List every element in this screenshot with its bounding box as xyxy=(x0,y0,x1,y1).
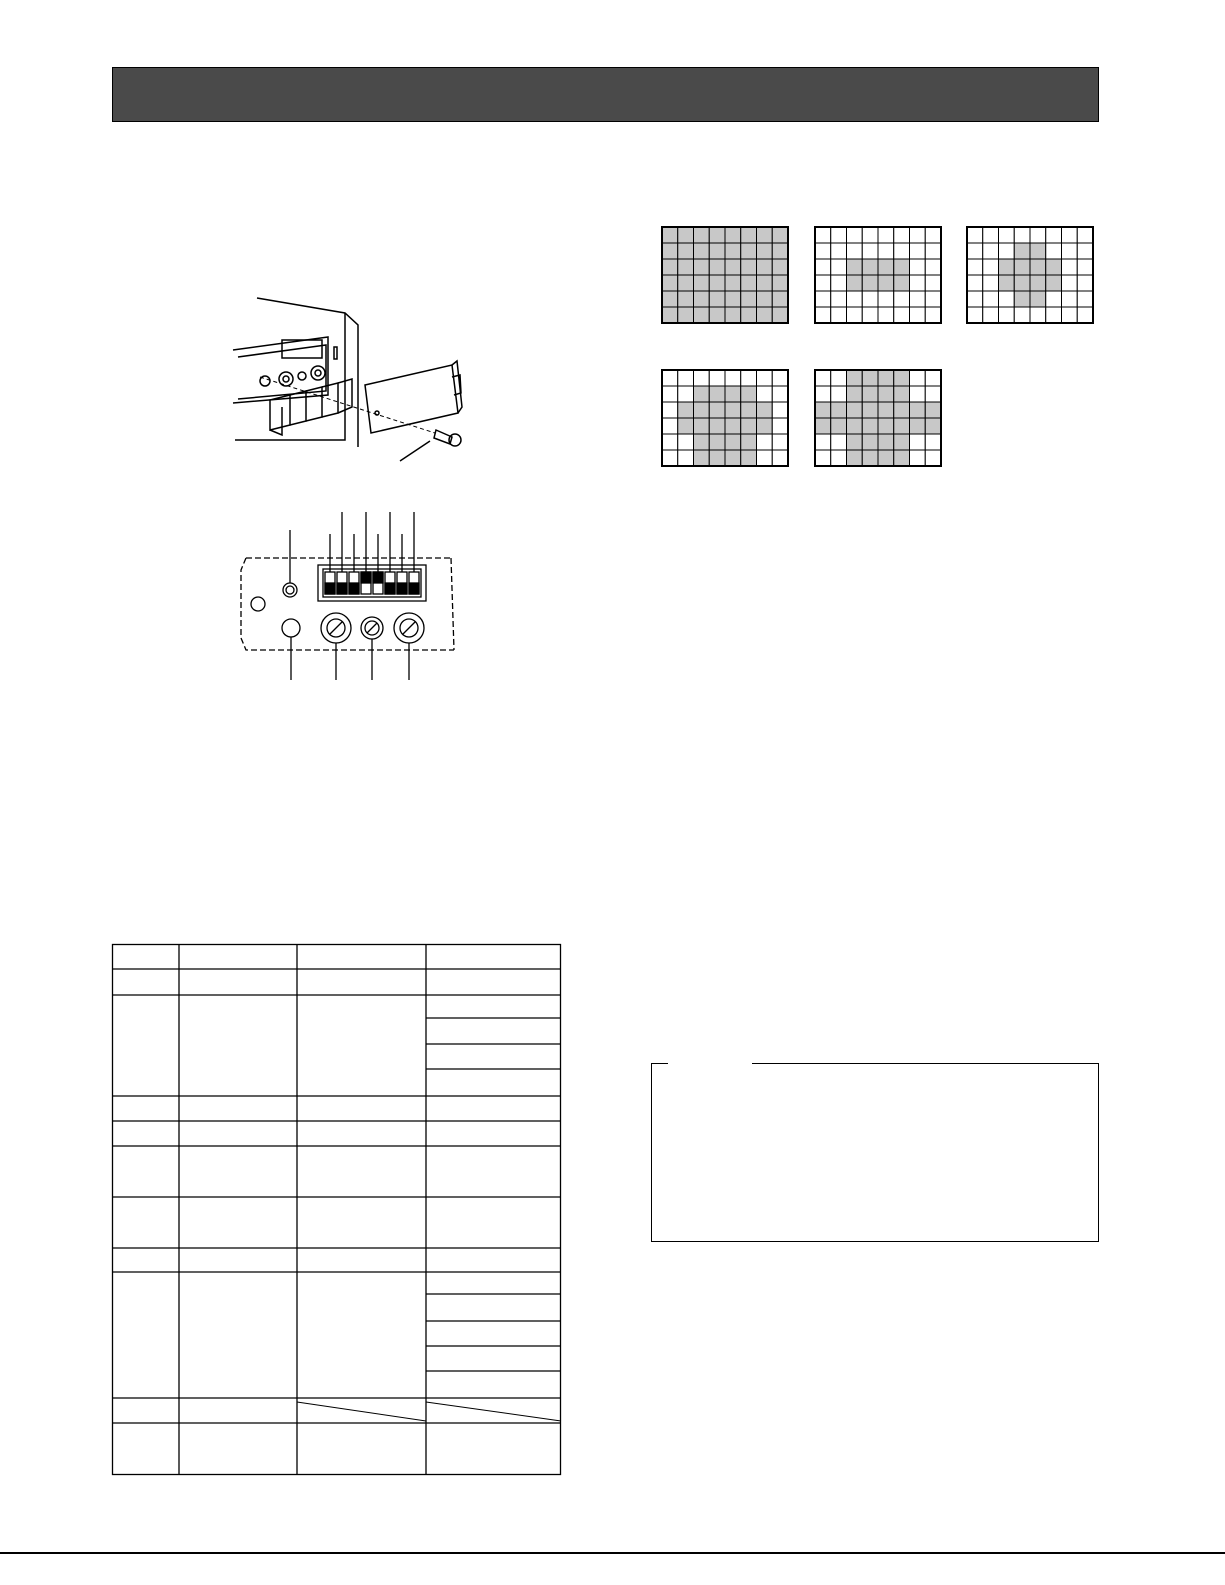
grid-cell xyxy=(1077,243,1093,259)
grid-cell xyxy=(925,243,941,259)
grid-cell xyxy=(1046,275,1062,291)
grid-cell xyxy=(983,307,999,323)
grid-cell xyxy=(894,275,910,291)
grid-cell xyxy=(709,402,725,418)
grid-cell xyxy=(709,370,725,386)
grid-cell xyxy=(847,434,863,450)
grid-cell xyxy=(678,370,694,386)
grid-cell xyxy=(847,386,863,402)
grid-cell xyxy=(847,227,863,243)
grid-cell xyxy=(757,227,773,243)
grid-cell xyxy=(831,243,847,259)
grid-cell xyxy=(910,402,926,418)
grid-cell xyxy=(662,259,678,275)
grid-cell xyxy=(862,259,878,275)
grid-cell xyxy=(725,275,741,291)
grid-cell xyxy=(1030,243,1046,259)
grid-cell xyxy=(725,418,741,434)
area-pattern-5 xyxy=(815,370,941,466)
grid-cell xyxy=(662,307,678,323)
grid-cell xyxy=(694,307,710,323)
grid-cell xyxy=(862,243,878,259)
grid-cell xyxy=(894,307,910,323)
grid-cell xyxy=(709,259,725,275)
grid-cell xyxy=(757,370,773,386)
grid-cell xyxy=(678,227,694,243)
grid-cell xyxy=(662,227,678,243)
grid-cell xyxy=(894,259,910,275)
grid-cell xyxy=(725,243,741,259)
grid-cell xyxy=(1030,291,1046,307)
grid-cell xyxy=(772,291,788,307)
grid-cell xyxy=(999,243,1015,259)
grid-cell xyxy=(1014,227,1030,243)
note-label-tab xyxy=(668,1056,752,1070)
grid-cell xyxy=(757,402,773,418)
grid-cell xyxy=(709,434,725,450)
settings-table-grid xyxy=(112,944,561,1475)
grid-cell xyxy=(757,307,773,323)
grid-cell xyxy=(894,370,910,386)
grid-cell xyxy=(831,450,847,466)
grid-cell xyxy=(772,434,788,450)
grid-cell xyxy=(662,275,678,291)
grid-cell xyxy=(1030,307,1046,323)
grid-cell xyxy=(772,307,788,323)
grid-cell xyxy=(925,418,941,434)
grid-cell xyxy=(831,402,847,418)
grid-cell xyxy=(694,386,710,402)
grid-cell xyxy=(694,370,710,386)
grid-cell xyxy=(847,370,863,386)
grid-cell xyxy=(678,243,694,259)
grid-cell xyxy=(831,418,847,434)
grid-cell xyxy=(878,291,894,307)
grid-cell xyxy=(894,434,910,450)
grid-cell xyxy=(862,307,878,323)
grid-cell xyxy=(983,259,999,275)
grid-cell xyxy=(862,402,878,418)
grid-cell xyxy=(894,243,910,259)
grid-cell xyxy=(678,434,694,450)
grid-cell xyxy=(1014,291,1030,307)
grid-cell xyxy=(694,243,710,259)
grid-cell xyxy=(862,275,878,291)
grid-cell xyxy=(662,386,678,402)
grid-cell xyxy=(815,370,831,386)
grid-cell xyxy=(910,418,926,434)
grid-cell xyxy=(831,307,847,323)
grid-cell xyxy=(1046,243,1062,259)
grid-cell xyxy=(831,386,847,402)
grid-cell xyxy=(694,418,710,434)
grid-cell xyxy=(831,434,847,450)
grid-cell xyxy=(983,227,999,243)
area-pattern-2 xyxy=(815,227,941,323)
grid-cell xyxy=(1046,259,1062,275)
grid-cell xyxy=(831,227,847,243)
grid-cell xyxy=(815,450,831,466)
grid-cell xyxy=(757,243,773,259)
grid-cell xyxy=(662,402,678,418)
grid-cell xyxy=(831,370,847,386)
grid-cell xyxy=(862,291,878,307)
grid-cell xyxy=(757,450,773,466)
grid-cell xyxy=(1014,259,1030,275)
grid-cell xyxy=(709,243,725,259)
grid-cell xyxy=(772,259,788,275)
grid-cell xyxy=(983,243,999,259)
grid-cell xyxy=(709,418,725,434)
grid-cell xyxy=(815,259,831,275)
grid-cell xyxy=(741,386,757,402)
grid-cell xyxy=(741,227,757,243)
grid-cell xyxy=(999,291,1015,307)
grid-cell xyxy=(741,259,757,275)
grid-cell xyxy=(967,259,983,275)
grid-cell xyxy=(741,275,757,291)
rear-panel-illustration xyxy=(230,295,480,465)
grid-cell xyxy=(757,259,773,275)
grid-cell xyxy=(894,418,910,434)
grid-cell xyxy=(831,259,847,275)
grid-cell xyxy=(878,386,894,402)
grid-cell xyxy=(910,307,926,323)
grid-cell xyxy=(757,434,773,450)
grid-cell xyxy=(725,227,741,243)
grid-cell xyxy=(815,243,831,259)
grid-cell xyxy=(967,243,983,259)
grid-cell xyxy=(741,450,757,466)
grid-cell xyxy=(894,386,910,402)
grid-cell xyxy=(1062,307,1078,323)
grid-cell xyxy=(757,275,773,291)
grid-cell xyxy=(1046,307,1062,323)
grid-cell xyxy=(772,243,788,259)
grid-cell xyxy=(815,275,831,291)
grid-cell xyxy=(694,291,710,307)
grid-cell xyxy=(847,243,863,259)
grid-cell xyxy=(678,386,694,402)
grid-cell xyxy=(925,434,941,450)
grid-cell xyxy=(967,291,983,307)
grid-cell xyxy=(815,402,831,418)
grid-cell xyxy=(847,450,863,466)
grid-cell xyxy=(862,418,878,434)
grid-cell xyxy=(815,307,831,323)
grid-cell xyxy=(741,402,757,418)
grid-cell xyxy=(910,450,926,466)
grid-cell xyxy=(1077,259,1093,275)
grid-cell xyxy=(709,450,725,466)
grid-cell xyxy=(725,259,741,275)
grid-cell xyxy=(662,450,678,466)
grid-cell xyxy=(772,418,788,434)
grid-cell xyxy=(878,450,894,466)
grid-cell xyxy=(925,259,941,275)
grid-cell xyxy=(862,450,878,466)
grid-cell xyxy=(925,386,941,402)
grid-cell xyxy=(1030,259,1046,275)
grid-cell xyxy=(772,275,788,291)
grid-cell xyxy=(847,291,863,307)
grid-cell xyxy=(741,291,757,307)
grid-cell xyxy=(878,259,894,275)
grid-cell xyxy=(847,259,863,275)
grid-cell xyxy=(847,418,863,434)
grid-cell xyxy=(847,275,863,291)
switch-panel-diagram xyxy=(236,510,461,682)
grid-cell xyxy=(1014,307,1030,323)
grid-cell xyxy=(1046,291,1062,307)
grid-cell xyxy=(694,259,710,275)
grid-cell xyxy=(1077,291,1093,307)
grid-cell xyxy=(999,227,1015,243)
grid-cell xyxy=(709,275,725,291)
area-pattern-1 xyxy=(662,227,788,323)
grid-cell xyxy=(694,450,710,466)
grid-cell xyxy=(1014,275,1030,291)
grid-cell xyxy=(694,402,710,418)
grid-cell xyxy=(725,434,741,450)
grid-cell xyxy=(878,418,894,434)
grid-cell xyxy=(999,275,1015,291)
grid-cell xyxy=(741,370,757,386)
grid-cell xyxy=(694,227,710,243)
grid-cell xyxy=(967,275,983,291)
grid-cell xyxy=(847,307,863,323)
grid-cell xyxy=(694,434,710,450)
grid-cell xyxy=(678,418,694,434)
grid-cell xyxy=(999,307,1015,323)
grid-cell xyxy=(925,370,941,386)
grid-cell xyxy=(910,243,926,259)
grid-cell xyxy=(725,291,741,307)
grid-cell xyxy=(678,291,694,307)
grid-cell xyxy=(910,259,926,275)
grid-cell xyxy=(1014,243,1030,259)
grid-cell xyxy=(878,402,894,418)
grid-cell xyxy=(772,370,788,386)
grid-cell xyxy=(678,275,694,291)
grid-cell xyxy=(741,418,757,434)
area-pattern-4 xyxy=(662,370,788,466)
grid-cell xyxy=(862,434,878,450)
grid-cell xyxy=(878,434,894,450)
grid-cell xyxy=(925,291,941,307)
grid-cell xyxy=(772,450,788,466)
grid-cell xyxy=(1077,227,1093,243)
grid-cell xyxy=(741,243,757,259)
grid-cell xyxy=(983,291,999,307)
section-header-bar xyxy=(112,67,1099,122)
settings-table xyxy=(112,944,561,1475)
grid-cell xyxy=(910,227,926,243)
grid-cell xyxy=(815,418,831,434)
grid-cell xyxy=(925,227,941,243)
grid-cell xyxy=(725,386,741,402)
grid-cell xyxy=(662,434,678,450)
grid-cell xyxy=(894,291,910,307)
grid-cell xyxy=(709,291,725,307)
grid-cell xyxy=(709,227,725,243)
grid-cell xyxy=(678,307,694,323)
grid-cell xyxy=(772,402,788,418)
grid-cell xyxy=(662,418,678,434)
grid-cell xyxy=(1046,227,1062,243)
grid-cell xyxy=(894,450,910,466)
grid-cell xyxy=(815,227,831,243)
grid-cell xyxy=(983,275,999,291)
grid-cell xyxy=(967,227,983,243)
grid-cell xyxy=(1077,307,1093,323)
grid-cell xyxy=(999,259,1015,275)
grid-cell xyxy=(831,291,847,307)
grid-cell xyxy=(678,402,694,418)
grid-cell xyxy=(1062,227,1078,243)
grid-cell xyxy=(910,291,926,307)
grid-cell xyxy=(967,307,983,323)
grid-cell xyxy=(1062,259,1078,275)
note-box xyxy=(651,1063,1099,1242)
grid-cell xyxy=(725,450,741,466)
grid-cell xyxy=(772,386,788,402)
grid-cell xyxy=(741,434,757,450)
page-bottom-rule xyxy=(0,1552,1225,1554)
grid-cell xyxy=(1077,275,1093,291)
grid-cell xyxy=(772,227,788,243)
grid-cell xyxy=(662,291,678,307)
grid-cell xyxy=(678,450,694,466)
grid-cell xyxy=(925,450,941,466)
grid-cell xyxy=(1062,291,1078,307)
grid-cell xyxy=(709,307,725,323)
grid-cell xyxy=(709,386,725,402)
grid-cell xyxy=(925,275,941,291)
grid-cell xyxy=(757,418,773,434)
grid-cell xyxy=(910,275,926,291)
grid-cell xyxy=(925,402,941,418)
grid-cell xyxy=(831,275,847,291)
grid-cell xyxy=(757,291,773,307)
grid-cell xyxy=(1030,275,1046,291)
grid-cell xyxy=(741,307,757,323)
grid-cell xyxy=(1062,243,1078,259)
grid-cell xyxy=(910,434,926,450)
grid-cell xyxy=(894,227,910,243)
grid-cell xyxy=(925,307,941,323)
grid-cell xyxy=(862,386,878,402)
grid-cell xyxy=(662,370,678,386)
grid-cell xyxy=(878,307,894,323)
grid-cell xyxy=(815,291,831,307)
grid-cell xyxy=(878,227,894,243)
grid-cell xyxy=(862,370,878,386)
grid-cell xyxy=(1030,227,1046,243)
grid-cell xyxy=(910,370,926,386)
grid-cell xyxy=(757,386,773,402)
grid-cell xyxy=(862,227,878,243)
grid-cell xyxy=(694,275,710,291)
grid-cell xyxy=(725,307,741,323)
grid-cell xyxy=(894,402,910,418)
grid-cell xyxy=(725,402,741,418)
area-pattern-3 xyxy=(967,227,1093,323)
grid-cell xyxy=(878,370,894,386)
grid-cell xyxy=(1062,275,1078,291)
grid-cell xyxy=(878,275,894,291)
grid-cell xyxy=(725,370,741,386)
grid-cell xyxy=(847,402,863,418)
grid-cell xyxy=(910,386,926,402)
grid-cell xyxy=(662,243,678,259)
grid-cell xyxy=(815,434,831,450)
grid-cell xyxy=(678,259,694,275)
grid-cell xyxy=(878,243,894,259)
grid-cell xyxy=(815,386,831,402)
